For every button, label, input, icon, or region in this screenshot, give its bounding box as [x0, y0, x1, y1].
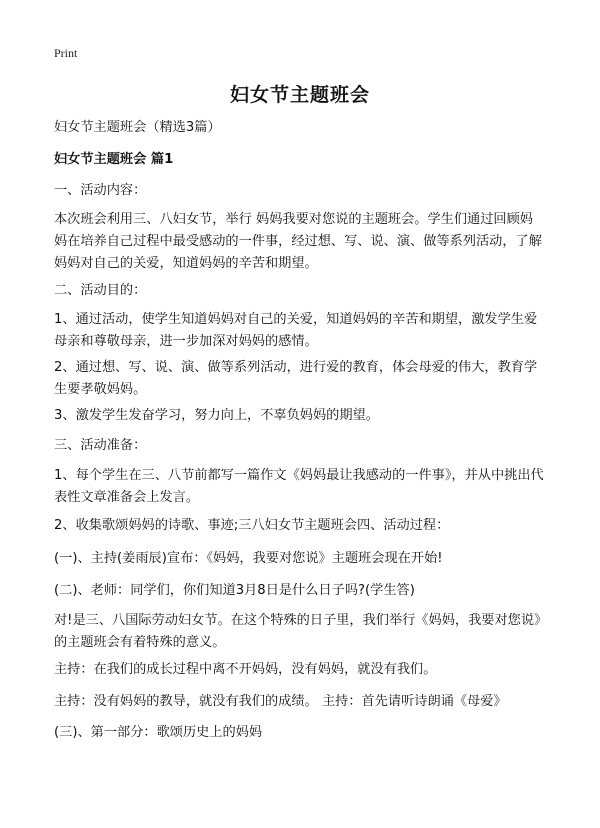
paragraph-activity-content: 本次班会利用三、八妇女节，举行 妈妈我要对您说的主题班会。学生们通过回顾妈妈在培养自己过程中最受感动的一件事，经过想、写、说、演、做等系列活动，了解妈妈对自己的关爱，知道妈妈的辛苦和期望。	[54, 212, 542, 271]
paragraph-purpose-2: 2、通过想、写、说、演、做等系列活动，进行爱的教育，体会母爱的伟大，教育学生要孝敬妈妈。	[54, 360, 538, 397]
paragraph-host-2: 主持：没有妈妈的教导，就没有我们的成绩。 主持：首先请听诗朗诵《母爱》	[54, 694, 507, 709]
print-label: Print	[54, 46, 78, 60]
document-title: 妇女节主题班会	[229, 84, 370, 106]
paragraph-purpose-1: 1、通过活动，使学生知道妈妈对自己的关爱，知道妈妈的辛苦和期望，激发学生爱母亲和尊敬母亲，进一步加深对妈妈的感情。	[54, 312, 538, 349]
paragraph-purpose-3: 3、激发学生发奋学习，努力向上，不辜负妈妈的期望。	[54, 408, 379, 423]
paragraph-preparation-1: 1、每个学生在三、八节前都写一篇作文《妈妈最让我感动的一件事》，并从中挑出代表性文章准备会上发言。	[54, 468, 544, 505]
document-subtitle: 妇女节主题班会（精选3篇）	[54, 120, 221, 135]
paragraph-activity-purpose-heading: 二、活动目的：	[54, 283, 147, 298]
paragraph-womens-day: 对!是三、八国际劳动妇女节。在这个特殊的日子里，我们举行《妈妈，我要对您说》的主题班会有着特殊的意义。	[54, 613, 541, 650]
section-heading: 妇女节主题班会 篇1	[54, 152, 174, 167]
paragraph-activity-content-heading: 一、活动内容：	[54, 183, 147, 198]
paragraph-part-one: (三)、第一部分：歌颂历史上的妈妈	[54, 725, 263, 740]
paragraph-preparation-2: 2、收集歌颂妈妈的诗歌、事迹;三八妇女节主题班会四、活动过程：	[54, 518, 450, 533]
paragraph-process-2: (二)、老师：同学们，你们知道3月8日是什么日子吗?(学生答)	[54, 583, 415, 598]
paragraph-host-1: 主持：在我们的成长过程中离不开妈妈，没有妈妈，就没有我们。	[54, 662, 437, 677]
paragraph-process-1: (一)、主持(姜雨辰)宣布：《妈妈，我要对您说》主题班会现在开始!	[54, 551, 443, 566]
paragraph-preparation-heading: 三、活动准备：	[54, 438, 147, 453]
